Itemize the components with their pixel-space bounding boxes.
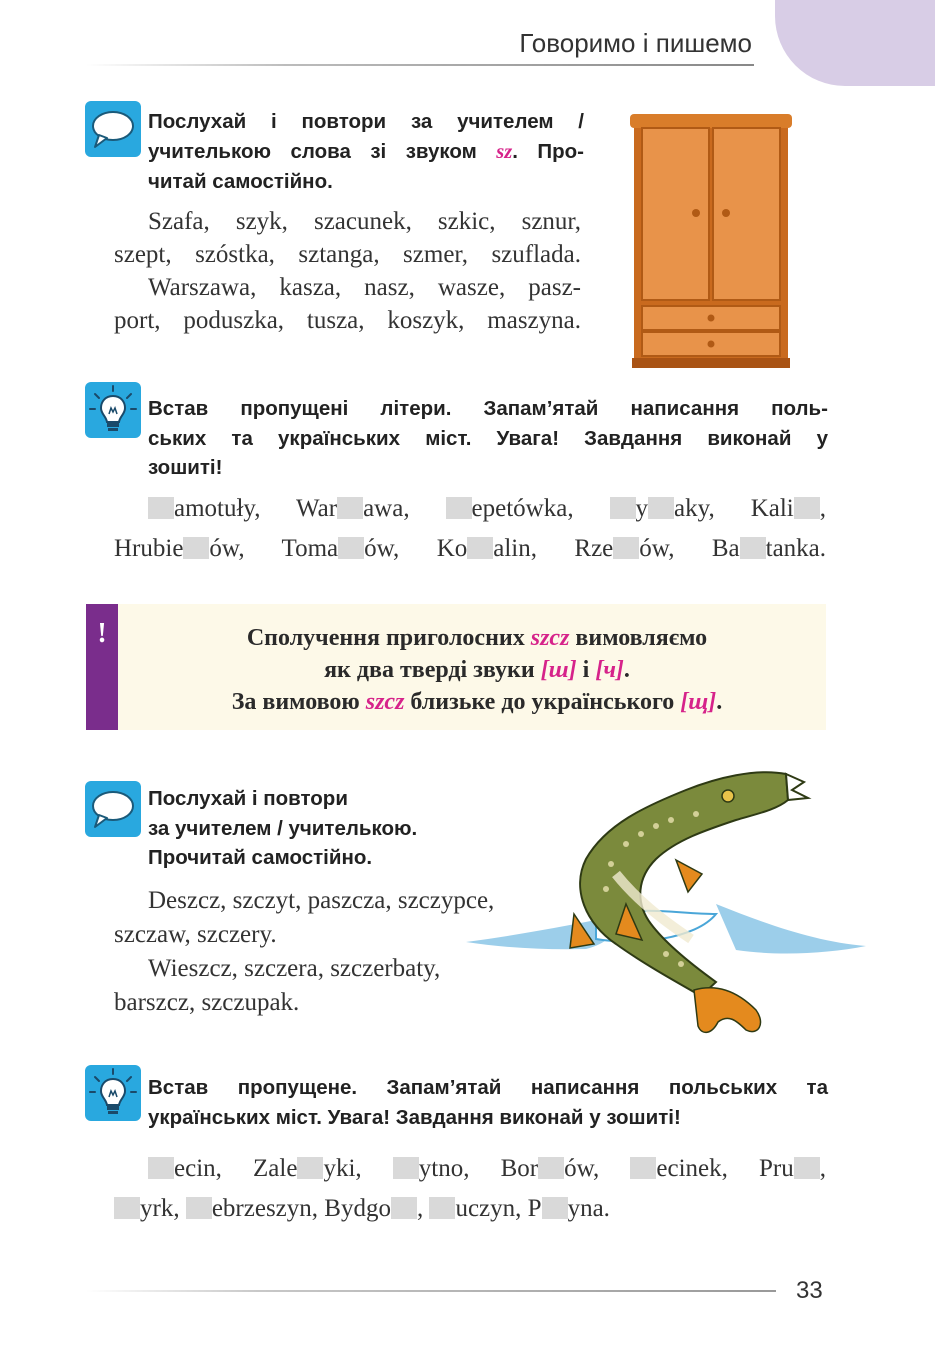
text-fragment: Hrubie bbox=[114, 535, 184, 562]
task2-instr-line1: Встав пропущені літери. Запам’ятай написання поль- bbox=[148, 397, 828, 420]
blank-gap bbox=[338, 537, 364, 559]
blank-gap bbox=[613, 537, 639, 559]
task1-instr-line3: читай самостійно. bbox=[148, 170, 333, 193]
task3-instruction bbox=[148, 784, 508, 873]
task3-instr-line3: Прочитай самостійно. bbox=[148, 846, 373, 869]
blank-gap bbox=[114, 1197, 140, 1219]
text-fragment: amotuły, War bbox=[174, 495, 338, 522]
text-fragment: ów, Toma bbox=[209, 535, 339, 562]
rule-text-part: і bbox=[576, 657, 596, 683]
exercise-line bbox=[114, 1189, 826, 1229]
blank-gap bbox=[794, 497, 820, 519]
sound-highlight: szcz bbox=[530, 625, 570, 651]
word-line: Wieszcz, szczera, szczerbaty, bbox=[148, 955, 441, 982]
text-fragment: uczyn, P bbox=[455, 1195, 542, 1222]
rule-line1 bbox=[128, 622, 826, 654]
rule-box bbox=[86, 604, 826, 730]
task2-exercise bbox=[114, 489, 826, 569]
blank-gap bbox=[393, 1157, 419, 1179]
text-fragment: ecinek, Pru bbox=[656, 1155, 794, 1182]
text-fragment: ów, Ba bbox=[639, 535, 740, 562]
text-fragment: ebrzeszyn, Bydgo bbox=[211, 1195, 391, 1222]
task4-instr-line2: українських міст. Увага! Завдання виконай у зошиті! bbox=[148, 1105, 681, 1129]
task1-instr-text: учителькою слова зі звуком bbox=[148, 139, 497, 163]
text-fragment: , bbox=[416, 1195, 430, 1222]
header-divider bbox=[86, 64, 754, 66]
rule-text-part: Сполучення приголосних bbox=[246, 625, 531, 651]
rule-text-part: близьке до українського bbox=[404, 689, 681, 715]
task1-instruction bbox=[148, 107, 584, 197]
blank-gap bbox=[148, 1157, 174, 1179]
rule-line2 bbox=[128, 654, 826, 686]
text-fragment: yna. bbox=[567, 1195, 610, 1222]
speech-bubble-icon bbox=[85, 781, 141, 837]
speech-bubble-icon bbox=[85, 101, 141, 157]
text-fragment: , bbox=[819, 1155, 826, 1182]
exercise-line bbox=[114, 529, 826, 569]
exercise-line bbox=[114, 489, 826, 529]
word-line: Szafa, szyk, szacunek, szkic, sznur, bbox=[148, 208, 581, 235]
sound-highlight: [ч] bbox=[595, 657, 624, 683]
blank-gap bbox=[630, 1157, 656, 1179]
word-line: port, poduszka, tusza, koszyk, maszyna. bbox=[114, 307, 581, 334]
task2-instr-line2: ських та українських міст. Увага! Завдання виконай у bbox=[148, 426, 828, 450]
task3-instr-line1: Послухай і повтори bbox=[148, 787, 348, 810]
task4-instruction bbox=[148, 1073, 828, 1132]
task1-instr-text: . Про- bbox=[512, 139, 585, 163]
text-fragment: , bbox=[819, 495, 826, 522]
word-line: szept, szóstka, sztanga, szmer, szuflada. bbox=[114, 241, 581, 268]
blank-gap bbox=[186, 1197, 212, 1219]
blank-gap bbox=[610, 497, 636, 519]
text-fragment: tanka. bbox=[765, 535, 827, 562]
lightbulb-icon bbox=[85, 382, 141, 438]
task4-exercise bbox=[114, 1149, 826, 1229]
exercise-line bbox=[114, 1149, 826, 1189]
blank-gap bbox=[391, 1197, 417, 1219]
rule-text-part: як два тверді звуки bbox=[324, 657, 541, 683]
sound-highlight: sz bbox=[496, 140, 513, 163]
text-fragment: yki, bbox=[323, 1155, 393, 1182]
blank-gap bbox=[148, 497, 174, 519]
task3-instr-line2: за учителем / учителькою. bbox=[148, 816, 418, 840]
text-fragment: y bbox=[635, 495, 649, 522]
rule-text-part: вимовляємо bbox=[569, 625, 708, 651]
text-fragment: aky, Kali bbox=[674, 495, 794, 522]
page-number: 33 bbox=[796, 1277, 823, 1304]
text-fragment: ytno, Bor bbox=[418, 1155, 539, 1182]
text-fragment: epetówka, bbox=[471, 495, 610, 522]
rule-line3 bbox=[128, 686, 826, 718]
task2-instr-line3: зошиті! bbox=[148, 456, 223, 479]
blank-gap bbox=[429, 1197, 455, 1219]
blank-gap bbox=[446, 497, 472, 519]
blank-gap bbox=[337, 497, 363, 519]
word-line: Deszcz, szczyt, paszcza, szczypce, bbox=[148, 887, 495, 914]
exclamation-icon: ! bbox=[86, 604, 118, 730]
sound-highlight: [ш] bbox=[540, 657, 577, 683]
task2-instruction bbox=[148, 394, 828, 483]
sound-highlight: [щ] bbox=[680, 689, 717, 715]
page-header-title: Говоримо і пишемо bbox=[519, 28, 752, 58]
blank-gap bbox=[542, 1197, 568, 1219]
task1-instr-line1: Послухай і повтори за учителем / bbox=[148, 110, 584, 133]
blank-gap bbox=[740, 537, 766, 559]
blank-gap bbox=[648, 497, 674, 519]
blank-gap bbox=[297, 1157, 323, 1179]
blank-gap bbox=[794, 1157, 820, 1179]
text-fragment: ecin, Zale bbox=[174, 1155, 298, 1182]
rule-text-part: . bbox=[716, 689, 723, 715]
blank-gap bbox=[183, 537, 209, 559]
text-fragment: awa, bbox=[363, 495, 446, 522]
task1-instr-line2 bbox=[148, 137, 584, 168]
lightbulb-icon bbox=[85, 1065, 141, 1121]
task4-instr-line1: Встав пропущене. Запам’ятай написання польських та bbox=[148, 1076, 828, 1099]
text-fragment: alin, Rze bbox=[493, 535, 614, 562]
text-fragment: yrk, bbox=[140, 1195, 186, 1222]
sound-highlight: szcz bbox=[365, 689, 405, 715]
task1-word-list bbox=[114, 205, 581, 337]
blank-gap bbox=[467, 537, 493, 559]
text-fragment: ów, Ko bbox=[364, 535, 468, 562]
wardrobe-illustration bbox=[628, 112, 794, 370]
blank-gap bbox=[538, 1157, 564, 1179]
word-line: barszcz, szczupak. bbox=[114, 989, 300, 1016]
rule-text bbox=[128, 622, 826, 718]
pike-fish-illustration bbox=[466, 764, 868, 1040]
text-fragment: ów, bbox=[564, 1155, 631, 1182]
rule-text-part: За вимовою bbox=[231, 689, 366, 715]
footer-divider bbox=[86, 1290, 776, 1292]
word-line: szczaw, szczery. bbox=[114, 921, 277, 948]
word-line: Warszawa, kasza, nasz, wasze, pasz- bbox=[148, 274, 581, 301]
rule-text-part: . bbox=[623, 657, 630, 683]
corner-tab bbox=[775, 0, 935, 86]
